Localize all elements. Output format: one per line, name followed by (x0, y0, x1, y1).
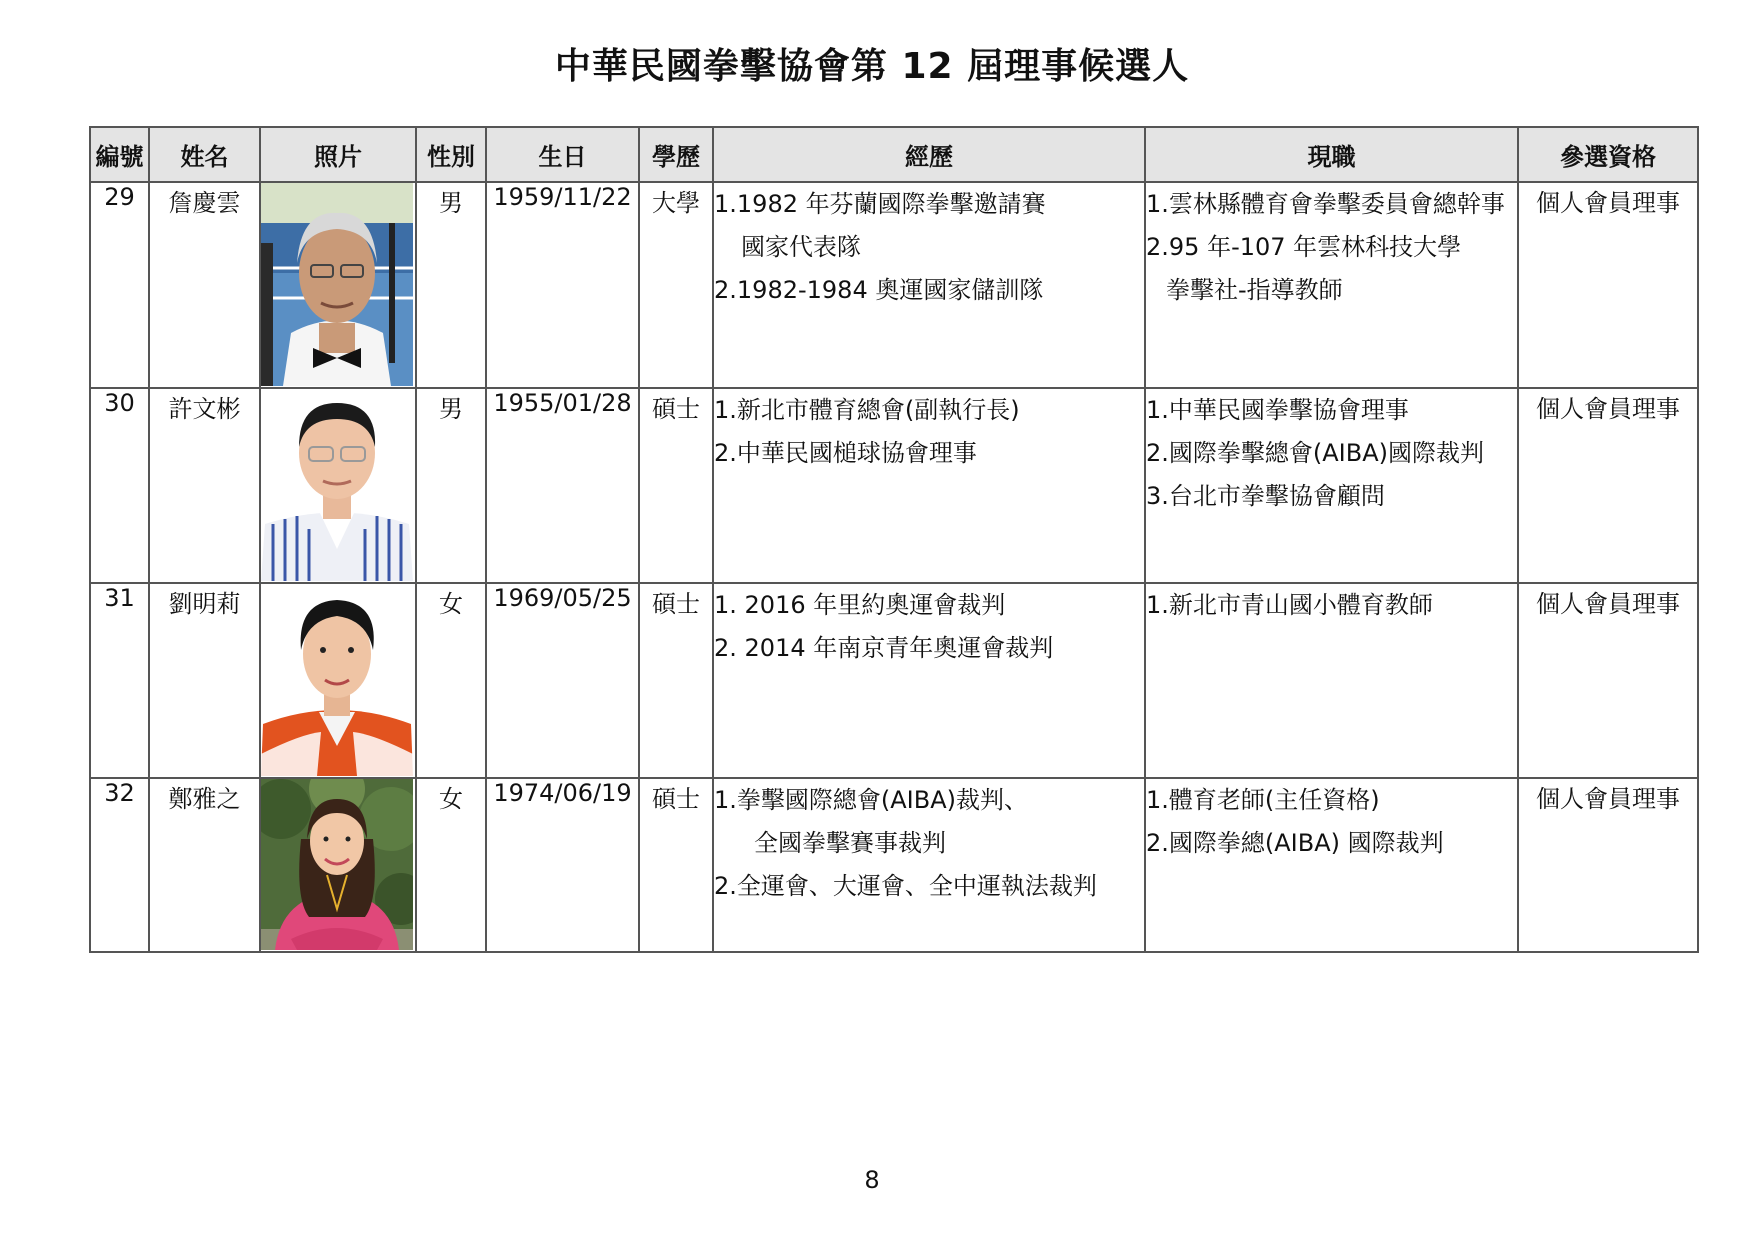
header-number: 編號 (90, 127, 149, 182)
cell-experience (713, 583, 1145, 778)
page-title: 中華民國拳擊協會第 12 屆理事候選人 (554, 46, 1190, 87)
experience-line: 國家代表隊 (741, 233, 861, 261)
cell-qualification: 個人會員理事 (1518, 778, 1698, 952)
cell-birthday: 1959/11/22 (486, 182, 639, 388)
current-line: 3.台北市拳擊協會顧問 (1146, 482, 1385, 510)
cell-current-position (1145, 388, 1518, 583)
header-name: 姓名 (149, 127, 260, 182)
cell-experience (713, 388, 1145, 583)
table-row (90, 583, 1698, 778)
current-line: 2.國際拳擊總會(AIBA)國際裁判 (1146, 439, 1485, 467)
current-line: 2.國際拳總(AIBA) 國際裁判 (1146, 829, 1444, 857)
table-row (90, 388, 1698, 583)
experience-line: 1.新北市體育總會(副執行長) (714, 396, 1020, 424)
current-line: 拳擊社-指導教師 (1166, 276, 1343, 304)
cell-birthday: 1974/06/19 (486, 778, 639, 952)
page-number: 8 (864, 1166, 880, 1194)
experience-line: 1.拳擊國際總會(AIBA)裁判、 (714, 786, 1029, 814)
candidate-photo (261, 779, 413, 950)
candidate-photo (261, 183, 413, 386)
header-current-position: 現職 (1145, 127, 1518, 182)
experience-line: 全國拳擊賽事裁判 (754, 829, 946, 857)
cell-qualification: 個人會員理事 (1518, 388, 1698, 583)
cell-gender: 男 (416, 182, 486, 388)
cell-current-position (1145, 778, 1518, 952)
experience-line: 1. 2016 年里約奧運會裁判 (714, 591, 1006, 619)
experience-line: 2.1982-1984 奧運國家儲訓隊 (714, 276, 1044, 304)
candidates-table (89, 126, 1699, 953)
cell-education: 碩士 (639, 778, 713, 952)
candidate-photo (261, 584, 413, 776)
cell-education: 碩士 (639, 388, 713, 583)
current-line: 1.新北市青山國小體育教師 (1146, 591, 1433, 619)
experience-line: 2.全運會、大運會、全中運執法裁判 (714, 872, 1097, 900)
table-header-row (90, 127, 1698, 182)
cell-experience (713, 778, 1145, 952)
cell-education: 大學 (639, 182, 713, 388)
cell-photo (260, 778, 416, 952)
experience-line: 2.中華民國槌球協會理事 (714, 439, 977, 467)
cell-number: 31 (90, 583, 149, 778)
cell-number: 29 (90, 182, 149, 388)
cell-current-position (1145, 583, 1518, 778)
current-line: 1.雲林縣體育會拳擊委員會總幹事 (1146, 190, 1505, 218)
cell-photo (260, 182, 416, 388)
header-birthday: 生日 (486, 127, 639, 182)
cell-current-position (1145, 182, 1518, 388)
header-gender: 性別 (416, 127, 486, 182)
experience-line: 2. 2014 年南京青年奧運會裁判 (714, 634, 1054, 662)
cell-number: 32 (90, 778, 149, 952)
cell-photo (260, 388, 416, 583)
header-photo: 照片 (260, 127, 416, 182)
current-line: 1.體育老師(主任資格) (1146, 786, 1380, 814)
header-education: 學歷 (639, 127, 713, 182)
cell-number: 30 (90, 388, 149, 583)
cell-birthday: 1969/05/25 (486, 583, 639, 778)
cell-qualification: 個人會員理事 (1518, 182, 1698, 388)
table-row (90, 182, 1698, 388)
header-experience: 經歷 (713, 127, 1145, 182)
cell-birthday: 1955/01/28 (486, 388, 639, 583)
cell-gender: 女 (416, 583, 486, 778)
table-row (90, 778, 1698, 952)
header-qualification: 參選資格 (1518, 127, 1698, 182)
cell-photo (260, 583, 416, 778)
cell-qualification: 個人會員理事 (1518, 583, 1698, 778)
cell-name: 鄭雅之 (149, 778, 260, 952)
experience-line: 1.1982 年芬蘭國際拳擊邀請賽 (714, 190, 1046, 218)
candidate-photo (261, 389, 413, 581)
cell-name: 詹慶雲 (149, 182, 260, 388)
cell-gender: 女 (416, 778, 486, 952)
cell-gender: 男 (416, 388, 486, 583)
current-line: 1.中華民國拳擊協會理事 (1146, 396, 1409, 424)
cell-name: 劉明莉 (149, 583, 260, 778)
cell-name: 許文彬 (149, 388, 260, 583)
cell-experience (713, 182, 1145, 388)
cell-education: 碩士 (639, 583, 713, 778)
current-line: 2.95 年-107 年雲林科技大學 (1146, 233, 1462, 261)
